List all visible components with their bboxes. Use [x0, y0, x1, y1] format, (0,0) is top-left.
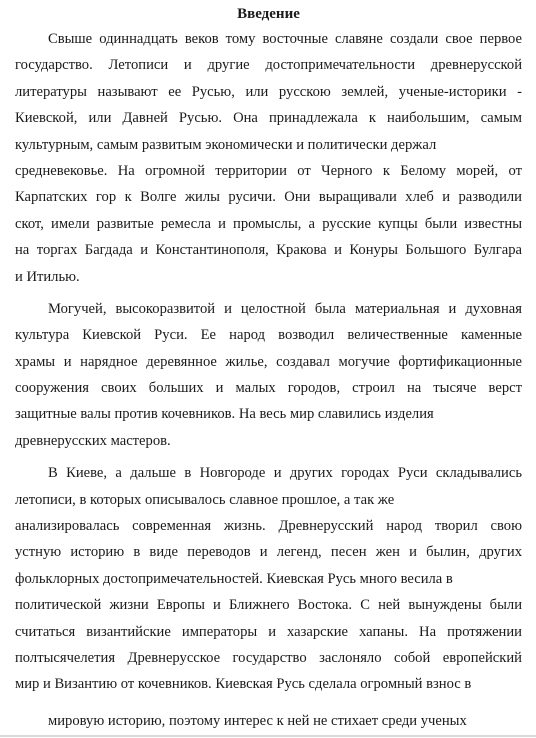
paragraph-1-line-4: Киевской, или Давней Русью. Она принадлежала к наибольшим, самым	[15, 110, 522, 127]
paragraph-1-line-2: государство. Летописи и другие достопримечательности древнерусской	[15, 57, 522, 74]
paragraph-3-line-6: политической жизни Европы и Ближнего Востока. С ней вынуждены были	[15, 597, 522, 614]
document-title: Введение	[237, 6, 300, 22]
paragraph-1-line-1: Свыше одиннадцать веков тому восточные славяне создали свое первое	[48, 31, 522, 47]
paragraph-3-line-5: фольклорных достопримечательностей. Киевская Русь много весила в	[15, 570, 453, 587]
paragraph-1-line-10: и Итилью.	[15, 268, 80, 285]
paragraph-3-line-2: летописи, в которых описывалось славное прошлое, а так же	[15, 491, 395, 508]
paragraph-3-line-4: устную историю в виде переводов и легенд, песен жен и былин, других	[15, 544, 522, 561]
paragraph-1-line-8: скот, имели развитые ремесла и промыслы, а русские купцы были известны	[15, 215, 522, 232]
paragraph-3-line-8: полтысячелетия Древнерусское государство заслоняло собой европейский	[15, 649, 522, 666]
paragraph-1-line-3: литературы называют ее Русью, или русскою землей, ученые-историки -	[15, 83, 522, 100]
paragraph-3	[15, 460, 522, 698]
paragraph-1-line-7: Карпатских гор к Волге жилы русичи. Они выращивали хлеб и разводили	[15, 189, 522, 206]
paragraph-2-line-2: культура Киевской Руси. Ее народ возводил величественные каменные	[15, 327, 522, 344]
paragraph-3-line-3: анализировалась современная жизнь. Древнерусский народ творил свою	[15, 518, 522, 535]
paragraph-2-line-4: сооружения своих больших и малых городов, строил на тысяче верст	[15, 380, 522, 397]
paragraph-1-line-9: на торгах Багдада и Константинополя, Кракова и Конуры Большого Булгара	[15, 242, 522, 259]
paragraph-1-line-6: средневековье. На огромной территории от Черного к Белому морей, от	[15, 162, 522, 179]
paragraph-1-line-5: культурным, самым развитым экономически и политически держал	[15, 136, 437, 153]
paragraph-2-line-5: защитные валы против кочевников. На весь мир славились изделия	[15, 406, 434, 423]
paragraph-3-line-7: считаться византийские императоры и хазарские хапаны. На протяжении	[15, 623, 522, 640]
paragraph-2	[15, 296, 522, 454]
paragraph-3-line-9: мир и Византию от кочевников. Киевская Русь сделала огромный взнос в	[15, 676, 472, 693]
paragraph-2-line-3: храмы и нарядное деревянное жилье, создавал могучие фортификационные	[15, 353, 522, 370]
paragraph-3-line-1: В Киеве, а дальше в Новгороде и других городах Руси складывались	[48, 465, 522, 482]
paragraph-1	[15, 26, 522, 290]
continuation-line: мировую историю, поэтому интерес к ней не стихает среди ученых	[48, 713, 467, 729]
paragraph-2-line-6: древнерусских мастеров.	[15, 432, 171, 449]
page-bottom-divider	[0, 735, 536, 737]
paragraph-2-line-1: Могучей, высокоразвитой и целостной была материальная и духовная	[48, 300, 522, 317]
